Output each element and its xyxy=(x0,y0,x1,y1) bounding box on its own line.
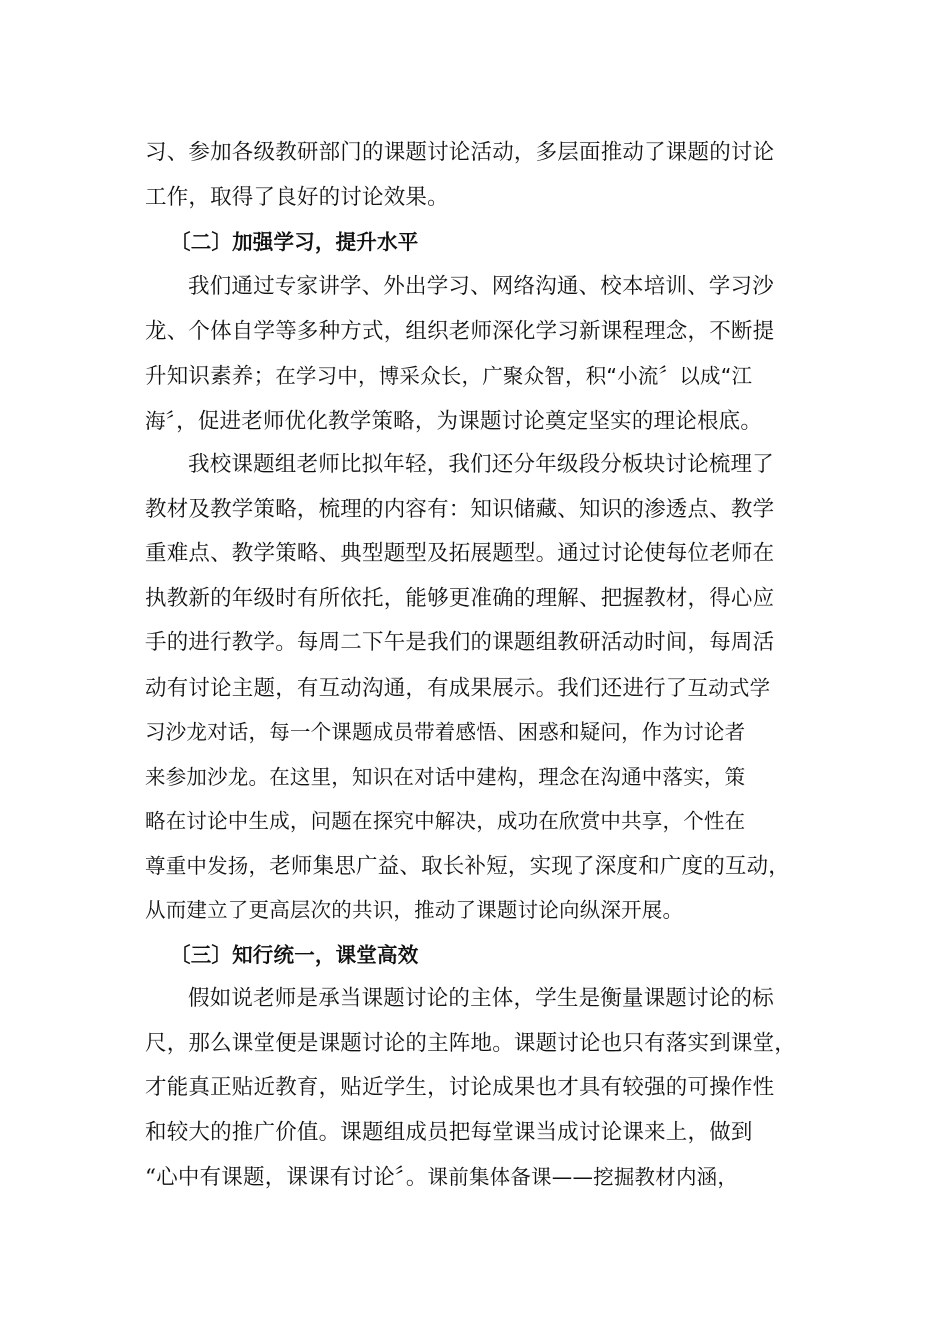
text-segment-sans: 在学习中，博采众长，广聚众智，积“小流〞以成“江 xyxy=(275,364,753,388)
paragraph-line xyxy=(145,714,805,750)
paragraph-line xyxy=(188,269,805,305)
text-segment: 尺，那么课堂便是课题讨论的主阵地。课题讨论也只有落实到课堂， xyxy=(145,1031,797,1056)
text-segment: 动有讨论主题，有互动沟通，有成果展示。我们还进行了 xyxy=(145,676,688,701)
text-segment-sans: 尊重中发扬， xyxy=(145,854,270,878)
text-segment: 假如说老师是承当课题讨论的主体，学生是衡量课题讨论的标 xyxy=(188,986,774,1011)
paragraph-line xyxy=(145,803,805,839)
text-segment-sans: 来参加沙龙。在这里，知识在对话中建构，理念在沟通中落实，策 xyxy=(145,765,746,789)
text-segment: “心中有课题，课课有讨论〞。 xyxy=(145,1165,428,1190)
text-segment-sans: 课前集体备课——挖掘教材内涵， xyxy=(427,1165,739,1189)
paragraph-line xyxy=(145,625,805,661)
text-segment: 龙、个体自学等多种方式，组织老师深化学习新课程理念，不断提 xyxy=(145,319,775,344)
paragraph-line xyxy=(145,492,805,528)
section-heading xyxy=(170,224,830,260)
text-segment-sans: 互动式学 xyxy=(687,676,771,700)
paragraph-line xyxy=(145,1159,805,1195)
text-segment: 习、参加各级教研部门的课题讨论活动，多层面推动了课题的讨论 xyxy=(145,140,775,165)
paragraph-line xyxy=(145,358,805,394)
paragraph-line xyxy=(145,403,805,439)
text-segment-sans: 习沙龙对话，每一个课题成员带着感悟、困惑和疑问，作为讨论者 xyxy=(145,720,746,744)
text-segment: 手的进行教学。每周二下午是我们的课题组教研活动时间，每周活 xyxy=(145,630,775,655)
text-segment-sans: 海〞 xyxy=(145,409,177,433)
heading-text: 〔二〕加强学习，提升水平 xyxy=(170,230,419,254)
paragraph-line xyxy=(145,1026,805,1062)
paragraph-line xyxy=(145,135,805,171)
text-segment: 和较大的推广价值。课题组成员把每堂课当成讨论课来上，做到 xyxy=(145,1120,753,1145)
text-segment: 才能真正贴近教育，贴近学生，讨论成果也才具有较强的可操作性 xyxy=(145,1075,775,1100)
section-heading xyxy=(170,937,830,973)
heading-text: 〔三〕知行统一，课堂高效 xyxy=(170,943,419,967)
paragraph-line xyxy=(145,1115,805,1151)
paragraph-line xyxy=(145,314,805,350)
text-segment: 执教新的年级时有所依托，能够更准确的理解、把握教材，得心应 xyxy=(145,586,775,611)
text-segment: 重难点、教学策略、典型题型及拓展题型。通过讨论使每位老师在 xyxy=(145,541,775,566)
text-segment: 我们通过专家讲学、外出学习、网络沟通、校本培训、学习沙 xyxy=(188,274,774,299)
paragraph-line xyxy=(145,892,805,928)
paragraph-line xyxy=(188,981,805,1017)
paragraph-line xyxy=(145,759,805,795)
text-segment: 我校课题组老师比拟年轻，我们还分年级段分板块讨论梳理了 xyxy=(188,452,774,477)
paragraph-line xyxy=(145,581,805,617)
paragraph-line xyxy=(188,447,805,483)
paragraph-line xyxy=(145,536,805,572)
paragraph-line xyxy=(145,180,805,216)
text-segment: 教材及教学策略，梳理的内容有：知识储藏、知识的渗透点、教学 xyxy=(145,497,775,522)
text-segment: 工作，取得了良好的讨论效果。 xyxy=(145,185,449,210)
text-segment: 升知识素养； xyxy=(145,364,276,389)
paragraph-line xyxy=(145,1070,805,1106)
text-segment-sans: 从而建立了更高层次的共识，推动了课题讨论向纵深开展。 xyxy=(145,898,684,922)
paragraph-line xyxy=(145,670,805,706)
text-segment: ，促进老师优化教学策略，为课题讨论奠定坚实的理论根底。 xyxy=(176,409,763,434)
text-segment-sans: 略在讨论中生成，问题在探究中解决，成功在欣赏中共享，个性在 xyxy=(145,809,746,833)
text-segment: 老师集思广益、取长补短，实现了深度和广度的互动， xyxy=(269,854,791,879)
paragraph-line xyxy=(145,848,805,884)
